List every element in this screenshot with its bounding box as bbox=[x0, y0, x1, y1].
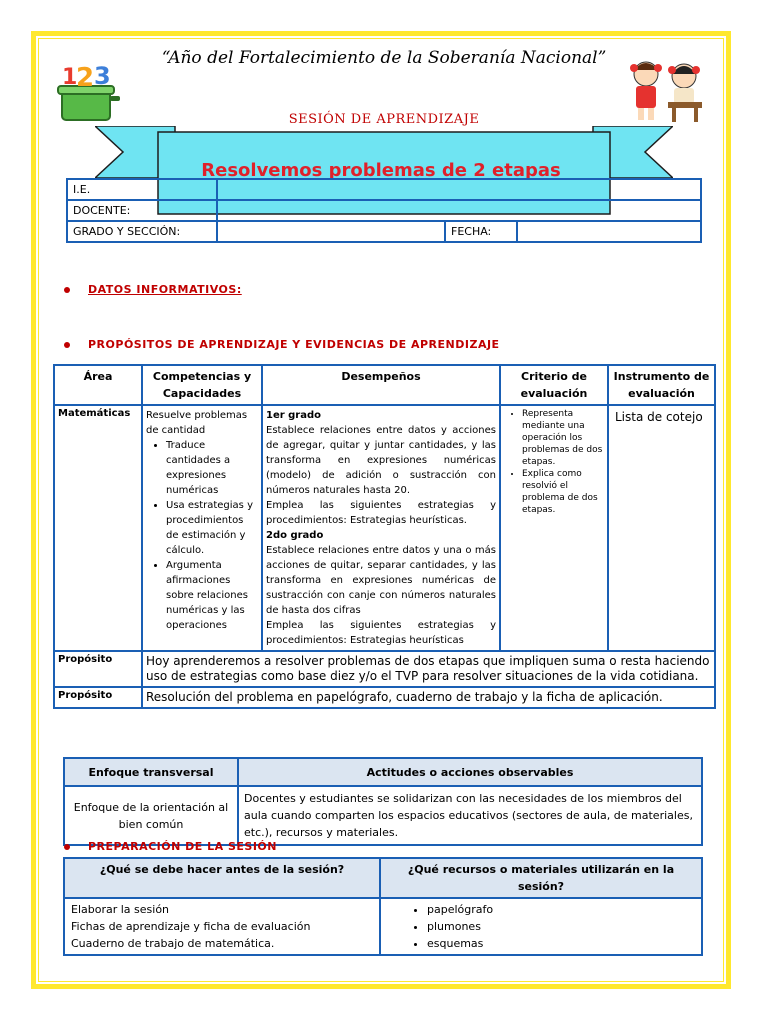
list-item: Fichas de aprendizaje y ficha de evaluación bbox=[71, 920, 311, 933]
antes-cell bbox=[64, 898, 380, 955]
header-instrumento: Instrumento de evaluación bbox=[608, 365, 715, 405]
section-propositos bbox=[64, 338, 500, 351]
header-recursos: ¿Qué recursos o materiales utilizarán en la sesión? bbox=[380, 858, 702, 898]
docente-label: DOCENTE: bbox=[67, 200, 217, 221]
fecha-label: FECHA: bbox=[445, 221, 517, 242]
section-preparacion bbox=[64, 840, 277, 853]
svg-text:1: 1 bbox=[62, 65, 78, 90]
grado1-label: 1er grado bbox=[266, 410, 322, 421]
header-criterio: Criterio de evaluación bbox=[500, 365, 608, 405]
grado-value[interactable] bbox=[217, 221, 445, 242]
proposito-label-2: Propósito bbox=[54, 687, 142, 708]
recursos-list bbox=[387, 901, 695, 952]
list-item: • plumones bbox=[427, 918, 695, 935]
actitudes-cell: Docentes y estudiantes se solidarizan con las necesidades de los miembros del aula cuando comparten los espacios educativos (sectores de aula, de materiales, etc.), recursos y materiales. bbox=[238, 786, 702, 845]
list-item: • Usa estrategias y procedimientos de estimación y cálculo. bbox=[166, 498, 258, 558]
competencias-cell bbox=[142, 405, 262, 651]
header-quote: “Año del Fortalecimiento de la Soberanía Nacional” bbox=[161, 48, 607, 68]
area-cell: Matemáticas bbox=[54, 405, 142, 651]
list-item: • Representa mediante una operación los problemas de dos etapas. bbox=[522, 408, 604, 468]
grado2-text: Establece relaciones entre datos y una o más acciones de quitar, separar cantidades, y las transforma en expresiones numéricas de sustracción con canje con números naturales de hasta dos cifras bbox=[266, 545, 496, 616]
list-item: • Explica como resolvió el problema de dos etapas. bbox=[522, 468, 604, 516]
propositos-table bbox=[53, 364, 716, 709]
proposito-text-1: Hoy aprenderemos a resolver problemas de dos etapas que impliquen suma o resta haciendo uso de estrategias como base diez y/o el TVP para resolver situaciones de la vida cotidiana. bbox=[142, 651, 715, 687]
grado-label: GRADO Y SECCIÓN: bbox=[67, 221, 217, 242]
ie-value[interactable] bbox=[217, 179, 701, 200]
preparacion-table bbox=[63, 857, 703, 956]
header-actitudes: Actitudes o acciones observables bbox=[238, 758, 702, 786]
header-enfoque: Enfoque transversal bbox=[64, 758, 238, 786]
proposito-text-2: Resolución del problema en papelógrafo, cuaderno de trabajo y la ficha de aplicación. bbox=[142, 687, 715, 708]
info-table bbox=[66, 178, 702, 243]
proposito-label-1: Propósito bbox=[54, 651, 142, 687]
list-item: • esquemas bbox=[427, 935, 695, 952]
svg-text:3: 3 bbox=[94, 62, 111, 90]
list-item: • Argumenta afirmaciones sobre relaciones numéricas y las operaciones bbox=[166, 558, 258, 633]
header-competencias: Competencias y Capacidades bbox=[142, 365, 262, 405]
header-antes: ¿Qué se debe hacer antes de la sesión? bbox=[64, 858, 380, 898]
bullet-icon bbox=[64, 342, 70, 348]
ie-label: I.E. bbox=[67, 179, 217, 200]
docente-value[interactable] bbox=[217, 200, 701, 221]
criterio-cell bbox=[500, 405, 608, 651]
recursos-cell bbox=[380, 898, 702, 955]
grado1-text: Establece relaciones entre datos y acciones de agregar, quitar y juntar cantidades, y las transforma en expresiones numéricas (modelo) de adición o sustracción con números naturales hasta 20. bbox=[266, 425, 496, 496]
header-desempenos: Desempeños bbox=[262, 365, 500, 405]
grado2-estrategias: Emplea las siguientes estrategias y procedimientos: Estrategias heurísticas bbox=[266, 620, 496, 646]
list-item: Elaborar la sesión bbox=[71, 903, 170, 916]
competencia-text: Resuelve problemas de cantidad bbox=[146, 410, 248, 436]
section-propositos-label: PROPÓSITOS DE APRENDIZAJE Y EVIDENCIAS DE APRENDIZAJE bbox=[88, 338, 500, 351]
session-title: SESIÓN DE APRENDIZAJE bbox=[288, 112, 480, 127]
criterios-list bbox=[504, 408, 604, 516]
list-item: Cuaderno de trabajo de matemática. bbox=[71, 937, 275, 950]
enfoque-cell: Enfoque de la orientación al bien común bbox=[64, 786, 238, 845]
enfoque-table bbox=[63, 757, 703, 846]
svg-text:2: 2 bbox=[76, 63, 95, 93]
section-datos-label: DATOS INFORMATIVOS: bbox=[88, 283, 242, 296]
bullet-icon bbox=[64, 287, 70, 293]
bullet-icon bbox=[64, 844, 70, 850]
section-preparacion-label: PREPARACIÓN DE LA SESIÓN bbox=[88, 840, 277, 853]
grado1-estrategias: Emplea las siguientes estrategias y procedimientos: Estrategias heurísticas. bbox=[266, 500, 496, 526]
fecha-value[interactable] bbox=[517, 221, 701, 242]
desempenos-cell bbox=[262, 405, 500, 651]
list-item: • papelógrafo bbox=[427, 901, 695, 918]
grado2-label: 2do grado bbox=[266, 530, 324, 541]
instrumento-cell: Lista de cotejo bbox=[608, 405, 715, 651]
section-datos bbox=[64, 283, 242, 296]
header-area: Área bbox=[54, 365, 142, 405]
capacidades-list bbox=[146, 438, 258, 633]
banner-title: Resolvemos problemas de 2 etapas bbox=[201, 160, 561, 181]
list-item: • Traduce cantidades a expresiones numéricas bbox=[166, 438, 258, 498]
